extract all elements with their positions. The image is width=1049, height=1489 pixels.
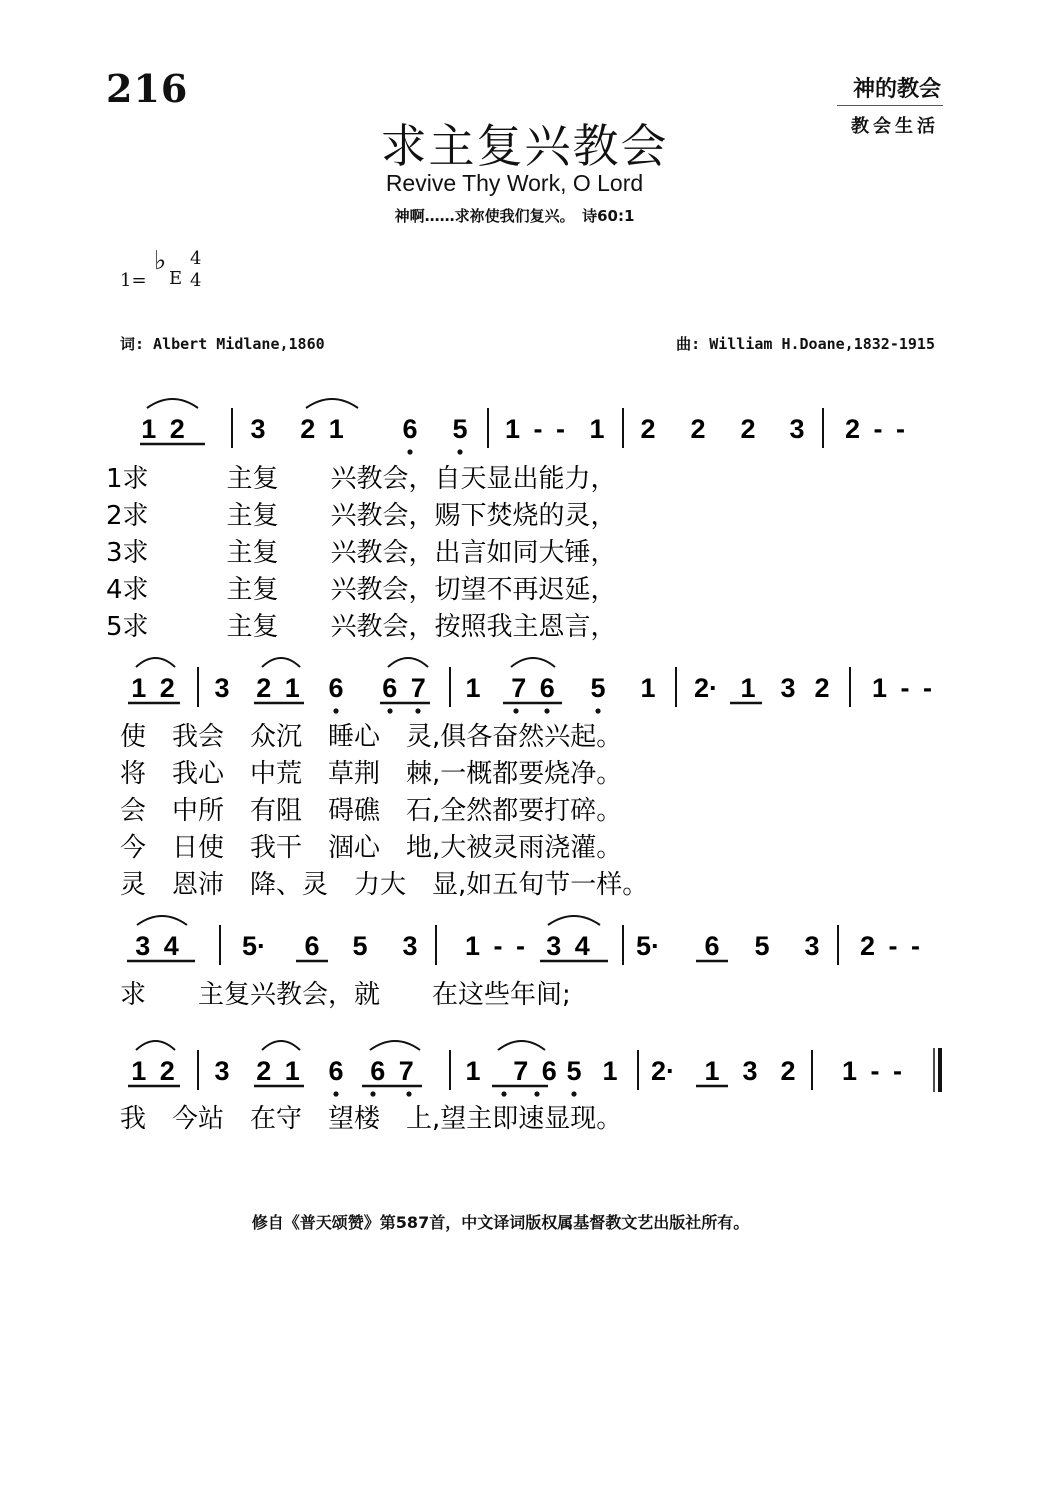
note: 3 [402, 931, 418, 961]
flat-icon: ♭ [154, 246, 167, 276]
note: 2 [640, 414, 656, 444]
note: 2 [814, 673, 830, 703]
hymn-number: 216 [106, 66, 189, 111]
lyric-line: 将 我心 中荒 草荆 棘,一概都要烧净。 [120, 759, 623, 789]
time-signature-top: 4 [190, 248, 202, 269]
octave-dot [595, 708, 600, 713]
note: 3 [780, 673, 796, 703]
note: 1 [589, 414, 605, 444]
lyric-line: 2求 主复 兴教会，赐下焚烧的灵， [106, 501, 617, 531]
copyright-footer: 修自《普天颂赞》第587首，中文译词版权属基督教文艺出版社所有。 [251, 1213, 750, 1232]
octave-dot [501, 1091, 506, 1096]
note: 1 2 [131, 673, 175, 703]
lyric-line: 使 我会 众沉 睡心 灵,俱各奋然兴起。 [120, 722, 623, 752]
lyric-line: 4求 主复 兴教会，切望不再迟延， [106, 575, 617, 605]
note: 5 [754, 931, 770, 961]
lyric-line: 今 日使 我干 涸心 地,大被灵雨浇灌。 [120, 833, 623, 863]
note: 1 - - [872, 673, 932, 703]
note: 3 [742, 1056, 758, 1086]
note: 2 - - [845, 414, 905, 444]
note: 5 [590, 673, 606, 703]
lyric-line: 会 中所 有阻 碍礁 石,全然都要打碎。 [120, 796, 623, 826]
category-label: 神的教会 [852, 77, 941, 102]
note: 2 1 [256, 673, 300, 703]
lyric-line: 3求 主复 兴教会，出言如同大锤， [106, 538, 617, 568]
note: 1 - - [465, 931, 525, 961]
note: 1 - - [842, 1056, 902, 1086]
note: 3 [214, 673, 230, 703]
note: 2 [740, 414, 756, 444]
note: 1 [704, 1056, 720, 1086]
note: 1 2 [131, 1056, 175, 1086]
key-letter: E [169, 268, 183, 289]
octave-dot [571, 1091, 576, 1096]
note: 2· [693, 673, 719, 703]
note: 7 6 [513, 1056, 557, 1086]
note: 5 [566, 1056, 582, 1086]
note: 1 [640, 673, 656, 703]
octave-dot [333, 1091, 338, 1096]
note: 6 [304, 931, 320, 961]
note: 1 - - [505, 414, 565, 444]
octave-dot [544, 708, 549, 713]
note: 5· [241, 931, 267, 961]
composer-credit: 曲: William H.Doane,1832-1915 [676, 335, 935, 353]
octave-dot [333, 708, 338, 713]
slur-arc [370, 1041, 420, 1050]
slur-arc [388, 658, 428, 667]
lyric-line: 灵 恩沛 降、灵 力大 显,如五旬节一样。 [120, 870, 649, 900]
note: 6 [402, 414, 418, 444]
lyric-line: 5求 主复 兴教会，按照我主恩言， [106, 612, 617, 642]
hymn-title: 求主复兴教会 [380, 119, 669, 173]
note: 3 [789, 414, 805, 444]
note: 5 [352, 931, 368, 961]
note: 2 1 [256, 1056, 300, 1086]
time-signature-bottom: 4 [190, 270, 202, 291]
note: 1 2 [141, 414, 185, 444]
lyric-line: 1求 主复 兴教会，自天显出能力， [106, 464, 617, 494]
note: 3 4 [546, 931, 590, 961]
subcategory-label: 教会生活 [851, 116, 939, 137]
slur-arc [306, 399, 358, 408]
note: 6 7 [382, 673, 426, 703]
slur-arc [136, 658, 175, 667]
octave-dot [457, 449, 462, 454]
note: 1 [465, 1056, 481, 1086]
note: 7 6 [511, 673, 555, 703]
slur-arc [262, 658, 300, 667]
note: 1 [602, 1056, 618, 1086]
note: 3 [214, 1056, 230, 1086]
note: 6 7 [370, 1056, 414, 1086]
slur-arc [511, 658, 555, 667]
note: 6 [328, 1056, 344, 1086]
key-prefix: 1= [120, 270, 147, 291]
octave-dot [513, 708, 518, 713]
octave-dot [370, 1091, 375, 1096]
note: 6 [328, 673, 344, 703]
note: 1 [740, 673, 756, 703]
slur-arc [498, 1041, 545, 1050]
note: 5· [635, 931, 661, 961]
note: 2 [690, 414, 706, 444]
octave-dot [407, 449, 412, 454]
note: 3 4 [135, 931, 179, 961]
note: 2 - - [860, 931, 920, 961]
note: 3 [804, 931, 820, 961]
lyric-line: 求 主复兴教会，就 在这些年间; [120, 980, 571, 1010]
lyricist-credit: 词: Albert Midlane,1860 [120, 335, 325, 353]
lyric-line: 我 今站 在守 望楼 上,望主即速显现。 [120, 1104, 623, 1134]
scripture-reference: 神啊……求祢使我们复兴。 诗60:1 [394, 207, 635, 225]
octave-dot [406, 1091, 411, 1096]
octave-dot [415, 708, 420, 713]
english-title: Revive Thy Work, O Lord [385, 170, 644, 196]
slur-arc [262, 1041, 300, 1050]
octave-dot [534, 1091, 539, 1096]
note: 2· [650, 1056, 676, 1086]
note: 1 [465, 673, 481, 703]
note: 2 [780, 1056, 796, 1086]
slur-arc [147, 399, 198, 408]
note: 3 [250, 414, 266, 444]
slur-arc [137, 916, 187, 925]
note: 2 1 [300, 414, 344, 444]
note: 5 [452, 414, 468, 444]
slur-arc [136, 1041, 175, 1050]
octave-dot [387, 708, 392, 713]
slur-arc [548, 916, 600, 925]
note: 6 [704, 931, 720, 961]
